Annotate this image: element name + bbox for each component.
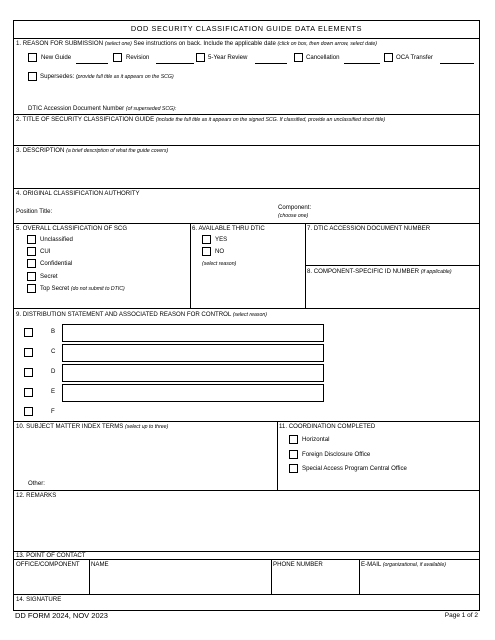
confidential-checkbox[interactable]	[27, 259, 36, 268]
dtic-superseded-label	[28, 105, 176, 113]
section-7-label: 7. DTIC ACCESSION DOCUMENT NUMBER	[307, 225, 431, 232]
form-title: DOD SECURITY CLASSIFICATION GUIDE DATA ELEMENTS	[130, 24, 363, 33]
section-10-label: 10. SUBJECT MATTER INDEX TERMS	[16, 423, 124, 430]
form-number: DD FORM 2024, NOV 2023	[15, 611, 108, 620]
section-11-label: 11. COORDINATION COMPLETED	[279, 423, 376, 430]
section-9-label: 9. DISTRIBUTION STATEMENT AND ASSOCIATED REASON FOR CONTROL	[16, 311, 231, 318]
sapco-checkbox[interactable]	[289, 464, 298, 473]
dtic-yes-checkbox[interactable]	[202, 235, 211, 244]
section-8-header	[307, 268, 452, 276]
oca-transfer-label: OCA Transfer	[396, 54, 433, 61]
section-2-label: 2. TITLE OF SECURITY CLASSIFICATION GUIDE	[16, 116, 155, 123]
divider	[14, 490, 479, 491]
section-2-hint: (include the full title as it appears on the signed SCG. If classified, provide an unclassified short title)	[155, 117, 386, 123]
dist-b-reason-field[interactable]	[62, 324, 324, 342]
cui-checkbox[interactable]	[27, 247, 36, 256]
email-hint: (organizational, if available)	[382, 562, 446, 568]
oca-transfer-date-field[interactable]	[440, 63, 474, 64]
top-secret-checkbox[interactable]	[27, 284, 36, 293]
divider	[14, 421, 479, 422]
top-secret-label	[40, 285, 125, 293]
dist-d-label: D	[51, 368, 56, 375]
revision-date-field[interactable]	[156, 63, 194, 64]
section-8-label: 8. COMPONENT-SPECIFIC ID NUMBER	[307, 268, 420, 275]
dtic-no-label: NO	[215, 248, 225, 255]
email-label: E-MAIL	[361, 561, 382, 568]
dist-b-label: B	[51, 328, 56, 335]
phone-number-label: PHONE NUMBER	[273, 561, 323, 568]
office-component-label: OFFICE/COMPONENT	[16, 561, 80, 568]
supersedes-label	[40, 73, 174, 81]
section-10-header	[16, 423, 168, 431]
section-12-label: 12. REMARKS	[16, 492, 57, 499]
divider	[14, 559, 479, 560]
dtic-reason-dropdown[interactable]	[202, 260, 236, 268]
top-secret-text: Top Secret	[40, 285, 70, 292]
section-1-label: 1. REASON FOR SUBMISSION	[16, 40, 104, 47]
confidential-label: Confidential	[40, 260, 73, 267]
unclassified-checkbox[interactable]	[27, 235, 36, 244]
section-8-hint: (if applicable)	[420, 269, 452, 275]
section-1-hint: (select one)	[104, 41, 132, 47]
dist-b-checkbox[interactable]	[24, 328, 33, 337]
new-guide-checkbox[interactable]	[28, 53, 37, 62]
dist-e-label: E	[51, 388, 56, 395]
section-10-hint: (select up to three)	[125, 424, 169, 430]
dist-f-label: F	[51, 408, 55, 415]
email-header	[361, 561, 446, 569]
poc-name-label: NAME	[91, 561, 109, 568]
section-9-header	[16, 311, 267, 319]
sapco-label: Special Access Program Central Office	[302, 465, 407, 472]
revision-checkbox[interactable]	[113, 53, 122, 62]
unclassified-label: Unclassified	[40, 236, 73, 243]
dist-c-reason-field[interactable]	[62, 344, 324, 362]
divider	[14, 223, 479, 224]
fdo-label: Foreign Disclosure Office	[302, 451, 371, 458]
secret-label: Secret	[40, 273, 58, 280]
dtic-yes-label: YES	[215, 236, 228, 243]
page-number: Page 1 of 2	[444, 612, 478, 619]
divider	[89, 559, 90, 594]
section-3-header	[16, 147, 168, 155]
revision-label: Revision	[126, 54, 150, 61]
divider	[359, 559, 360, 594]
new-guide-label: New Guide	[41, 54, 72, 61]
divider	[14, 114, 479, 115]
dtic-reason-hint: (select reason)	[202, 261, 237, 267]
section-5-label: 5. OVERALL CLASSIFICATION OF SCG	[16, 225, 128, 232]
section-3-label: 3. DESCRIPTION	[16, 147, 65, 154]
divider	[14, 145, 479, 146]
section-9-hint: (select reason)	[232, 312, 268, 318]
dist-d-reason-field[interactable]	[62, 364, 324, 382]
section-13-label: 13. POINT OF CONTACT	[16, 552, 86, 559]
horizontal-checkbox[interactable]	[289, 435, 298, 444]
divider	[271, 559, 272, 594]
fdo-checkbox[interactable]	[289, 450, 298, 459]
dtic-no-checkbox[interactable]	[202, 247, 211, 256]
component-hint	[278, 212, 308, 220]
form-frame	[13, 20, 480, 611]
divider	[14, 188, 479, 189]
section-14-label: 14. SIGNATURE	[16, 596, 62, 603]
section-1-instructions: See instructions on back. Include the applicable date	[133, 40, 276, 47]
five-year-review-checkbox[interactable]	[196, 53, 205, 62]
dist-c-label: C	[51, 348, 56, 355]
dist-e-reason-field[interactable]	[62, 384, 324, 402]
dtic-superseded-hint: (of superseded SCG):	[125, 106, 177, 112]
supersedes-checkbox[interactable]	[28, 72, 37, 81]
position-title-label: Position Title:	[16, 208, 53, 215]
new-guide-date-field[interactable]	[76, 63, 108, 64]
component-label: Component:	[278, 204, 312, 211]
cancellation-label: Cancellation	[306, 54, 340, 61]
other-label: Other:	[28, 480, 45, 487]
section-2-header	[16, 116, 385, 124]
section-1-header	[16, 40, 377, 48]
dist-c-checkbox[interactable]	[24, 348, 33, 357]
section-3-hint: (a brief description of what the guide covers)	[66, 148, 169, 154]
five-year-review-date-field[interactable]	[255, 63, 287, 64]
section-4-label: 4. ORIGINAL CLASSIFICATION AUTHORITY	[16, 190, 140, 197]
supersedes-hint: (provide full title as it appears on the SCG)	[75, 74, 174, 80]
divider	[14, 38, 479, 39]
horizontal-label: Horizontal	[302, 436, 330, 443]
divider	[14, 308, 479, 309]
divider	[14, 594, 479, 595]
section-6-label: 6. AVAILABLE THRU DTIC	[192, 225, 265, 232]
cancellation-checkbox[interactable]	[294, 53, 303, 62]
five-year-review-label: 5-Year Review	[208, 54, 248, 61]
cancellation-date-field[interactable]	[344, 63, 380, 64]
supersedes-text: Supersedes:	[40, 73, 75, 80]
dist-f-checkbox[interactable]	[24, 407, 33, 416]
component-hint-text: (choose one)	[278, 213, 309, 219]
dist-d-checkbox[interactable]	[24, 368, 33, 377]
dist-e-checkbox[interactable]	[24, 388, 33, 397]
divider	[277, 421, 278, 490]
section-1-date-hint: (click on box, then down arrow, select date)	[277, 41, 378, 47]
dtic-superseded-text: DTIC Accession Document Number	[28, 105, 125, 112]
cui-label: CUI	[40, 248, 51, 255]
secret-checkbox[interactable]	[27, 272, 36, 281]
divider	[305, 265, 480, 266]
divider	[190, 223, 191, 308]
oca-transfer-checkbox[interactable]	[384, 53, 393, 62]
top-secret-hint: (do not submit to DTIC)	[70, 286, 125, 292]
